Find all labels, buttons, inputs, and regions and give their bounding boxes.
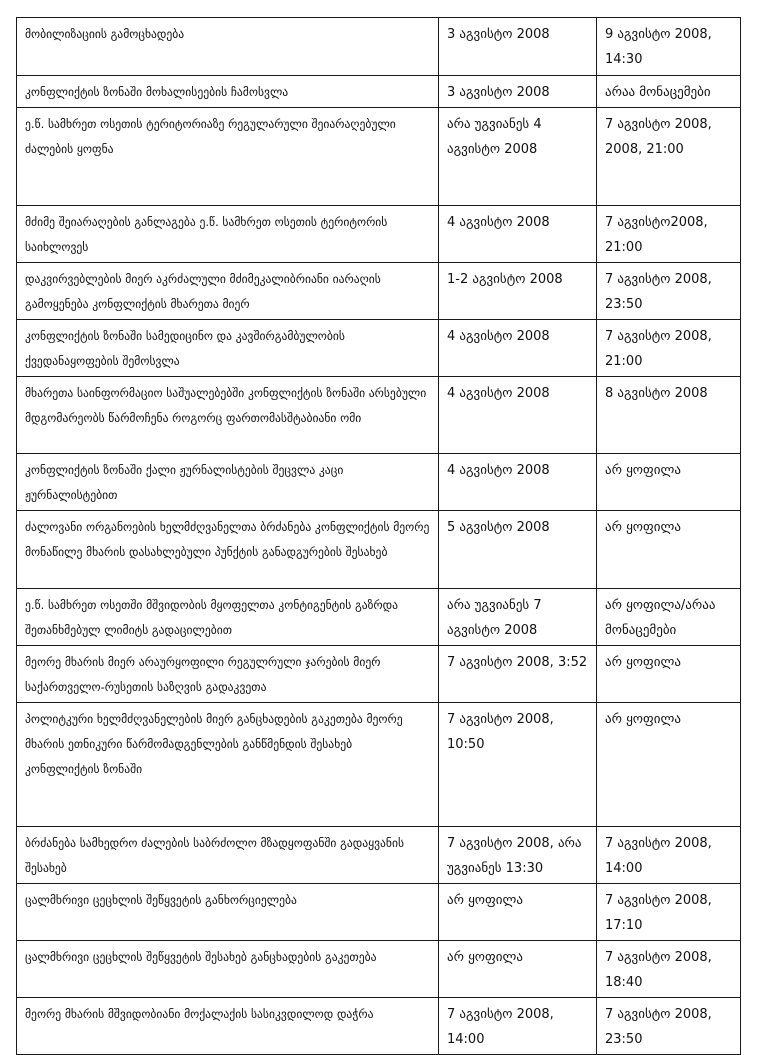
status-cell: 7 აგვისტო2008, 21:00 (597, 206, 741, 263)
date-cell: 4 აგვისტო 2008 (439, 206, 597, 263)
table-row (17, 108, 741, 206)
table-row (17, 941, 741, 998)
status-cell: არ ყოფილა (597, 511, 741, 589)
table-row (17, 646, 741, 703)
event-cell: მობილიზაციის გამოცხადება (17, 18, 439, 76)
table-row (17, 998, 741, 1055)
table-row (17, 76, 741, 108)
status-cell: არ ყოფილა (597, 703, 741, 827)
table-row (17, 263, 741, 320)
status-cell: 7 აგვისტო 2008, 2008, 21:00 (597, 108, 741, 206)
event-cell: მძიმე შეიარაღების განლაგება ე.წ. სამხრეთ ოსეთის ტერიტორის საიხლოვეს (17, 206, 439, 263)
table-row (17, 320, 741, 377)
status-cell: 7 აგვისტო 2008, 21:00 (597, 320, 741, 377)
event-cell: პოლიტკური ხელმძღვანელების მიერ განცხადების გაკეთება მეორე მხარის ეთნიკური წარმომადგენლების განწმენდის შესახებ კონფლიქტის ზონაში (17, 703, 439, 827)
status-cell: არ ყოფილა/არაა მონაცემები (597, 589, 741, 646)
event-cell: კონფლიქტის ზონაში ქალი ჟურნალისტების შეცვლა კაცი ჟურნალისტებით (17, 454, 439, 511)
date-cell: 1-2 აგვისტო 2008 (439, 263, 597, 320)
event-cell: მხარეთა საინფორმაციო საშუალებებში კონფლიქტის ზონაში არსებული მდგომარეობს წარმოჩენა როგორც ფართომასშტაბიანი ომი (17, 377, 439, 454)
table-row (17, 454, 741, 511)
table-row (17, 589, 741, 646)
date-cell: 7 აგვისტო 2008, 14:00 (439, 998, 597, 1055)
date-cell: 7 აგვისტო 2008, არა უგვიანეს 13:30 (439, 827, 597, 884)
status-cell: 7 აგვისტო 2008, 14:00 (597, 827, 741, 884)
event-cell: კონფლიქტის ზონაში სამედიცინო და კავშირგამბულობის ქვედანაყოფების შემოსვლა (17, 320, 439, 377)
status-cell: 7 აგვისტო 2008, 23:50 (597, 263, 741, 320)
date-cell: 7 აგვისტო 2008, 3:52 (439, 646, 597, 703)
date-cell: არ ყოფილა (439, 941, 597, 998)
table-row (17, 827, 741, 884)
status-cell: 7 აგვისტო 2008, 17:10 (597, 884, 741, 941)
date-cell: 4 აგვისტო 2008 (439, 320, 597, 377)
status-cell: არ ყოფილა (597, 454, 741, 511)
status-cell: 7 აგვისტო 2008, 18:40 (597, 941, 741, 998)
table-row (17, 703, 741, 827)
table-row (17, 18, 741, 76)
event-cell: მეორე მხარის მშვიდობიანი მოქალაქის სასიკვდილოდ დაჭრა (17, 998, 439, 1055)
date-cell: 5 აგვისტო 2008 (439, 511, 597, 589)
status-cell: არაა მონაცემები (597, 76, 741, 108)
date-cell: 7 აგვისტო 2008, 10:50 (439, 703, 597, 827)
status-cell: 7 აგვისტო 2008, 23:50 (597, 998, 741, 1055)
status-cell: არ ყოფილა (597, 646, 741, 703)
event-cell: მეორე მხარის მიერ არაურყოფილი რეგულრული ჯარების მიერ საქართველო-რუსეთის საზღვის გადაკვეთა (17, 646, 439, 703)
table-row (17, 511, 741, 589)
status-cell: 9 აგვისტო 2008, 14:30 (597, 18, 741, 76)
table-row (17, 884, 741, 941)
table-row (17, 377, 741, 454)
date-cell: არ ყოფილა (439, 884, 597, 941)
event-cell: კონფლიქტის ზონაში მოხალისეების ჩამოსვლა (17, 76, 439, 108)
date-cell: 3 აგვისტო 2008 (439, 76, 597, 108)
event-cell: ბრძანება სამხედრო ძალების საბრძოლო მზადყოფანში გადაყვანის შესახებ (17, 827, 439, 884)
date-cell: არა უგვიანეს 7 აგვისტო 2008 (439, 589, 597, 646)
event-cell: ცალმხრივი ცეცხლის შეწყვეტის შესახებ განცხადების გაკეთება (17, 941, 439, 998)
event-cell: დაკვირვებლების მიერ აკრძალული მძიმეკალიბრიანი იარაღის გამოყენება კონფლიქტის მხარეთა მიერ (17, 263, 439, 320)
event-cell: ე.წ. სამხრეთ ოსეთის ტერიტორიაზე რეგულარული შეიარაღებული ძალების ყოფნა (17, 108, 439, 206)
events-table (16, 17, 741, 1055)
event-cell: ცალმხრივი ცეცხლის შეწყვეტის განხორციელება (17, 884, 439, 941)
date-cell: 4 აგვისტო 2008 (439, 454, 597, 511)
date-cell: არა უგვიანეს 4 აგვისტო 2008 (439, 108, 597, 206)
date-cell: 4 აგვისტო 2008 (439, 377, 597, 454)
status-cell: 8 აგვისტო 2008 (597, 377, 741, 454)
event-cell: ე.წ. სამხრეთ ოსეთში მშვიდობის მყოფელთა კონტიგენტის გაზრდა შეთანხმებულ ლიმიტს გადაცილებით (17, 589, 439, 646)
table-row (17, 206, 741, 263)
date-cell: 3 აგვისტო 2008 (439, 18, 597, 76)
event-cell: ძალოვანი ორგანოების ხელმძღვანელთა ბრძანება კონფლიქტის მეორე მონაწილე მხარის დასახლებული პუნქტის განადგურების შესახებ (17, 511, 439, 589)
